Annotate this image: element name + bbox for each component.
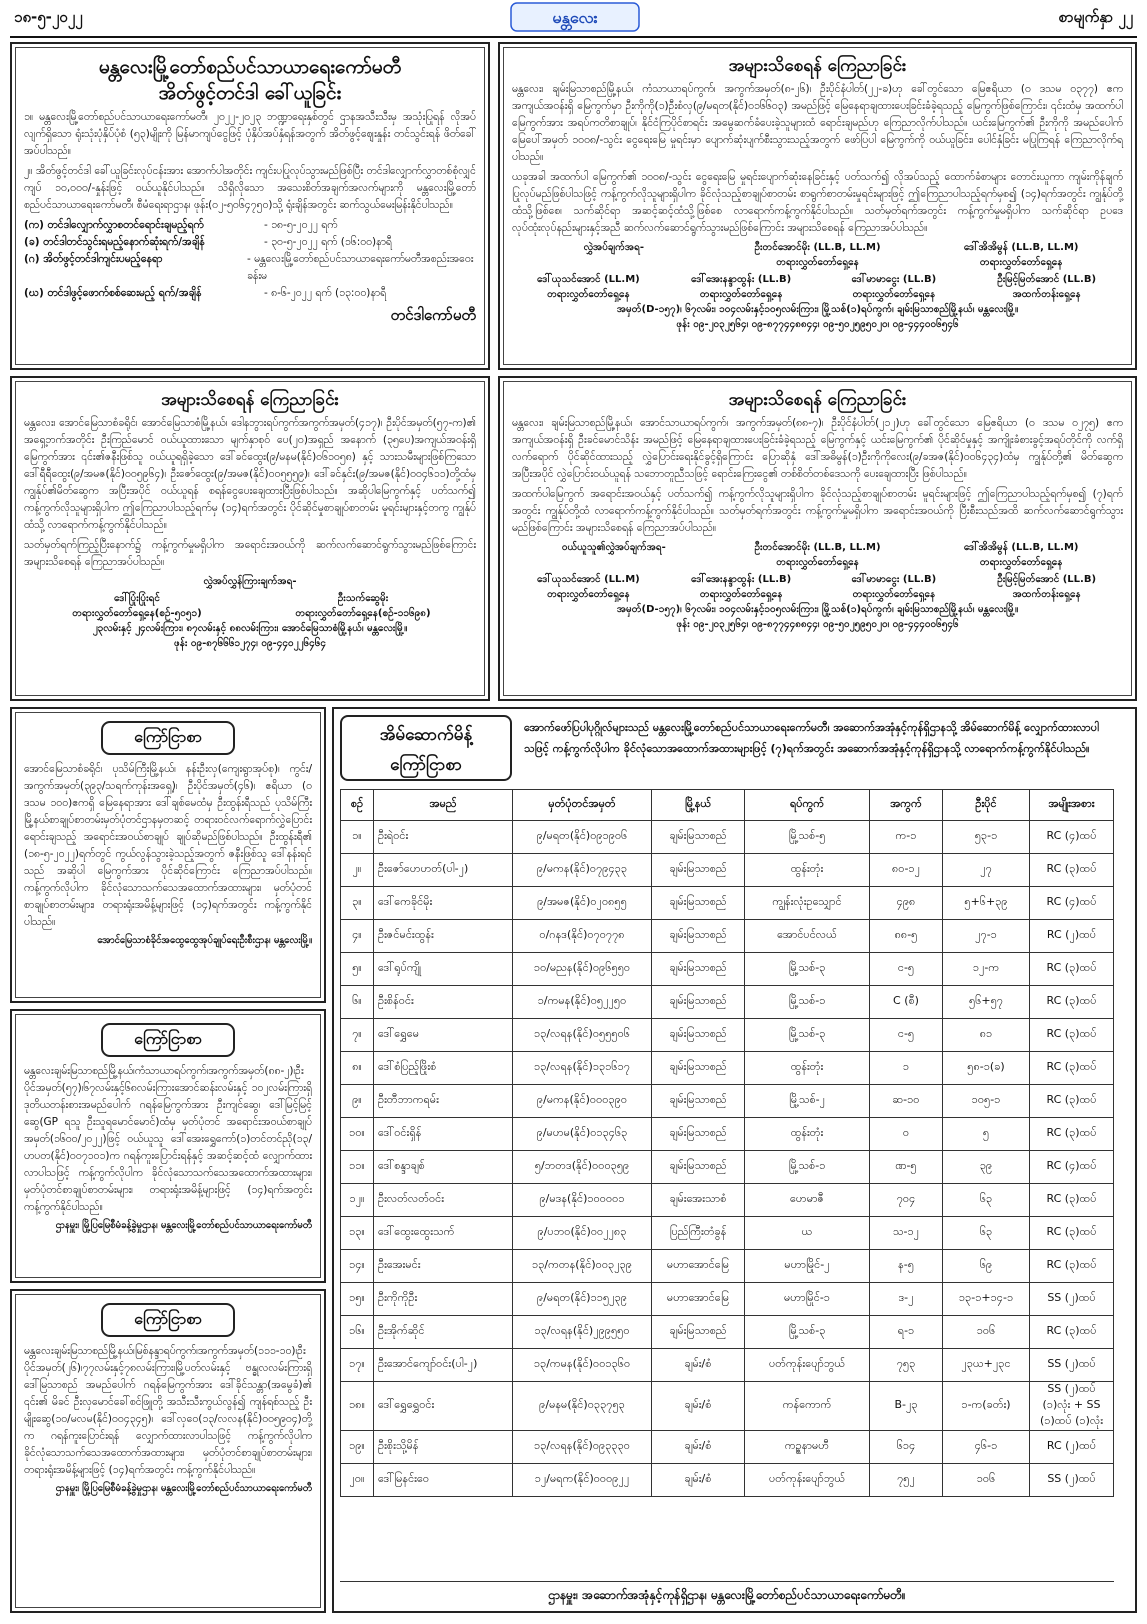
table-cell: ချမ်းမြသာစည်	[652, 920, 745, 953]
table-cell: ၂၀။	[341, 1464, 374, 1497]
table-cell: ထွန်းတုံး	[745, 1052, 870, 1085]
announcement-signature: ဌာနမှူး၊ မြို့ပြမြေစီမံခန့်ခွဲမှုဌာန၊ မန္တလေးမြို့တော်စည်ပင်သာယာရေးကော်မတီ	[55, 1220, 312, 1231]
issue-date: ၁၈-၅-၂၀၂၂	[14, 8, 83, 26]
tender-schedule-row: (ခ) တင်ဒါတင်သွင်းရမည့်နောက်ဆုံးရက်/အချိန် - ၃၀-၅-၂၀၂၂ ရက် (၁၆:၀၀)နာရီ	[24, 236, 392, 248]
table-cell: ၇၅၃	[870, 1349, 943, 1382]
table-cell: RC (၄)ထပ်	[1030, 821, 1114, 854]
table-row	[341, 920, 1114, 953]
table-cell: ၂၇	[943, 854, 1030, 887]
table-cell: ၅၆+၅၇	[943, 986, 1030, 1019]
announcement-3	[10, 1289, 326, 1613]
signatory-row: ဒေါ်ယုသင်အောင် (LL.M) တရားလွှတ်တော်ရှေ့နေ ဒေါ်အေးနန္ဒာထွန်း (LL.B) တရားလွှတ်တော်ရှေ့နေ ဒေါ်မာမာငွေး (LL.B) တရားလွှတ်တော်ရှေ့နေ ဦးမြင့်မြတ်အောင် (LL.B) အထက်တန်းရှေ့နေ	[537, 274, 1097, 300]
table-cell: ၁၃/ကတန(နိုင်)၀၀၃၂၃၉	[513, 1250, 652, 1283]
table-cell: ၄၉၈	[870, 887, 943, 920]
table-cell: ၄။	[341, 920, 374, 953]
table-row	[341, 1019, 1114, 1052]
table-row	[341, 1151, 1114, 1184]
table-cell: ၅	[943, 1118, 1030, 1151]
table-cell: ဒေါ်ရုပ်ကျို	[374, 953, 513, 986]
tender-schedule-row: (ဃ) တင်ဒါဖွင့်ဖောက်စစ်ဆေးမည့် ရက်/အချိန် - ၈-၆-၂၀၂၂ ရက် (၁၃:၀၀)နာရီ	[24, 287, 387, 299]
column-header: အမည်	[374, 790, 513, 821]
table-cell: ၅၃-၁	[943, 821, 1030, 854]
table-cell: မြို့သစ်-၃	[745, 1019, 870, 1052]
table-cell: RC (၂)ထပ်	[1030, 920, 1114, 953]
table-cell: ဏ-၅	[870, 1151, 943, 1184]
tender-schedule-row: (ဂ) အိတ်ဖွင့်တင်ဒါကျင်းပမည့်နေရာ - မန္တလေးမြို့တော်စည်ပင်သာယာရေးကော်မတီအစည်းအဝေးခန်းမ	[24, 253, 474, 282]
table-cell: င-၅	[870, 953, 943, 986]
table-cell: ၈၁	[943, 1019, 1030, 1052]
table-cell: မြို့သစ်-၅	[745, 821, 870, 854]
table-cell: ၈၀-၁၂	[870, 854, 943, 887]
table-row	[341, 1052, 1114, 1085]
table-cell: ၇၀၄	[870, 1184, 943, 1217]
table-cell: ချမ်းမြသာစည်	[652, 854, 745, 887]
table-cell: ၈။	[341, 1052, 374, 1085]
table-cell: မြို့သစ်-၃	[745, 953, 870, 986]
table-cell: ၁၉။	[341, 1431, 374, 1464]
table-cell: ဒေါ်ရွှေမေ	[374, 1019, 513, 1052]
table-cell: ၆၃	[943, 1217, 1030, 1250]
table-cell: ဆ-၁၀	[870, 1085, 943, 1118]
table-cell: ၁၈။	[341, 1382, 374, 1431]
table-cell: SS (၂)ထပ်	[1030, 1349, 1114, 1382]
table-cell: ချမ်းမြသာစည်	[652, 1085, 745, 1118]
table-cell: ချမ်းမြသာစည်	[652, 953, 745, 986]
signatory-row: ဝယ်ယူသူ၏လွှဲအပ်ချက်အရ- ဦးတင်အောင်မိုး (LL.B, LL.M) တရားလွှတ်တော်ရှေ့နေ ဒေါ်အိအိမွန် (LL.B, LL.M) တရားလွှတ်တော်ရှေ့နေ	[561, 542, 1079, 568]
table-row	[341, 854, 1114, 887]
table-cell: RC (၃)ထပ်	[1030, 1316, 1114, 1349]
table-cell: မဟာအောင်မြေ	[652, 1283, 745, 1316]
notice-title: အများသိစေရန် ကြေညာခြင်း	[728, 56, 907, 76]
table-cell: ဟေမာဇီ	[745, 1184, 870, 1217]
table-row	[341, 1217, 1114, 1250]
column-header: အကွက်	[870, 790, 943, 821]
building-permit-footer: ဌာနမှူး၊ အဆောက်အအုံနှင့်ကုန်ရှိဌာန၊ မန္တလေးမြို့တော်စည်ပင်သာယာရေးကော်မတီ။	[340, 1581, 1114, 1605]
table-cell: ၁၃/လရန(နိုင်)၂၉၉၅၅၀	[513, 1316, 652, 1349]
table-cell: ၀/ဂနဒ(နိုင်)၀၇၀၇၇၈	[513, 920, 652, 953]
table-cell: ၁၂-က	[943, 953, 1030, 986]
svg-text:မန္တလေး: မန္တလေး	[552, 8, 598, 27]
public-notice-3	[498, 376, 1137, 701]
announcement-signature: အောင်မြေသာစံခိုင်အထွေထွေအုပ်ချုပ်ရေးဦးစီးဌာန၊ မန္တလေးမြို့။	[97, 935, 312, 946]
table-cell: ၆၁၄	[870, 1431, 943, 1464]
notice-address: ၂၃လမ်းနှင့် ၂၄လမ်းကြား၊ ၈၇လမ်းနှင့် ၈၈လမ်းကြား၊ အောင်မြေသာစံမြို့နယ်၊ မန္တလေးမြို့။	[92, 623, 408, 634]
table-cell: ထွန်းတုံး	[745, 1118, 870, 1151]
table-cell: မြို့သစ်-၂	[745, 1085, 870, 1118]
header-rule	[10, 36, 1137, 38]
table-cell: ယ	[745, 1217, 870, 1250]
table-cell: SS (၂)ထပ်	[1030, 1283, 1114, 1316]
table-row	[341, 1118, 1114, 1151]
table-cell: ၉/မရတ(နိုင်)၀၉၁၉၀၆	[513, 821, 652, 854]
table-cell: RC (၃)ထပ်	[1030, 1019, 1114, 1052]
table-cell: ဦးအိုက်ဆိုင်	[374, 1316, 513, 1349]
signatory-row: ဒေါ်ယုသင်အောင် (LL.M) တရားလွှတ်တော်ရှေ့နေ ဒေါ်အေးနန္ဒာထွန်း (LL.B) တရားလွှတ်တော်ရှေ့နေ ဒေါ်မာမာငွေး (LL.B) တရားလွှတ်တော်ရှေ့နေ ဦးမြင့်မြတ်အောင် (LL.B) အထက်တန်းရှေ့နေ	[537, 574, 1097, 600]
signatory-heading: လွှဲအပ်လွှန်ကြားချက်အရ-	[203, 576, 297, 587]
table-cell: သ-၁၂	[870, 1217, 943, 1250]
signatory-row: ဒေါ်ပြုံးပြုံးရင် တရားလွှတ်တော်ရှေ့နေ(စဉ်-၅၀၅၁) ဦးသက်ဆွေမိုး တရားလွှတ်တော်ရှေ့နေ(စဉ်-၁၁၆၉၈)	[72, 593, 431, 619]
table-cell: မြို့သစ်-၁	[745, 986, 870, 1019]
table-cell: မဟာမြိုင်-၂	[745, 1250, 870, 1283]
table-cell: ၉/မကန(နိုင်)၀၇၉၄၃၃	[513, 854, 652, 887]
table-cell: ဒေါ်စံပြည့်ဖြိုးစံ	[374, 1052, 513, 1085]
table-cell: C (စီ)	[870, 986, 943, 1019]
table-cell: ချမ်းမြသာစည်	[652, 1019, 745, 1052]
table-row	[341, 821, 1114, 854]
column-header: အမျိုးအစား	[1030, 790, 1114, 821]
table-cell: ဒ-၂	[870, 1283, 943, 1316]
column-header: မြို့နယ်	[652, 790, 745, 821]
table-cell: ၃။	[341, 887, 374, 920]
announcement-body: အောင်မြေသာစံခရိုင်၊ ပုသိမ်ကြီးမြို့နယ်၊ နန်းဦးလှ(ကျေးရွာအုပ်စု)၊ ကွင်း/အကွက်အမှတ်(၃၉၃/သရက်ကုန်းအရှေ့)၊ ဦးပိုင်အမှတ်(၄၆)၊ ဧရိယာ (၀ ဒသမ ၁၀၀)ဧကရှိ မြေနေရာအား ဒေါ်ချစ်မေထံမှ ဦးထွန်းရီသည် ပုသိမ်ကြီးမြို့နယ်စာချုပ်စာတမ်းမှတ်ပုံတင်ဌာနမှတဆင့် တရားဝင်လက်ရောက်လွှဲပြောင်းရောင်းချသည့် အရောင်းအဝယ်စာချုပ် ချုပ်ဆိုမည်ဖြစ်ပါသည်။ ဦးထွန်းရီ၏ (၁၈-၅-၂၀၂၂)ရက်တွင် ကွယ်လွန်သွားခဲ့သည့်အတွက် ဇနီးဖြစ်သူ ဒေါ်နန်းရင်သည် အဆိုပါ မြေကွက်အား ပိုင်ဆိုင်ကြောင်း ကြေညာအပ်ပါသည်။ ကန့်ကွက်လိုပါက ခိုင်လုံသောသက်သေအထောက်အထားများ၊ မှတ်ပုံတင်စာချုပ်စာတမ်းများ၊ တရားရုံးအမိန့်များဖြင့် (၁၄)ရက်အတွင်း ကန့်ကွက်နိုင်ပါသည်။	[24, 763, 312, 928]
announcement-1	[10, 707, 326, 1003]
table-cell: ချမ်းအေးသာစံ	[652, 1184, 745, 1217]
table-cell: SS (၂)ထပ်	[1030, 1464, 1114, 1497]
table-cell: က-၁	[870, 821, 943, 854]
table-row	[341, 1184, 1114, 1217]
announcement-heading: ကြော်ငြာစာ	[101, 1303, 235, 1337]
table-cell: ၅+၆+၃၉	[943, 887, 1030, 920]
table-cell: ရ-၁	[870, 1316, 943, 1349]
table-cell: ၁၃/လရန(နိုင်)၁၃၁၆၁၇	[513, 1052, 652, 1085]
table-cell: ပြည်ကြီးတံခွန်	[652, 1217, 745, 1250]
table-cell: ဦးလတ်လတ်ဝင်း	[374, 1184, 513, 1217]
table-cell: ၃၉	[943, 1151, 1030, 1184]
column-header: မှတ်ပုံတင်အမှတ်	[513, 790, 652, 821]
table-cell: ချမ်း/စံ	[652, 1431, 745, 1464]
table-cell: ၅၈-၁(ခ)	[943, 1052, 1030, 1085]
table-cell: ၉/အမဇ(နိုင်)၀၂၀၈၅၅	[513, 887, 652, 920]
table-cell: ချမ်းမြသာစည်	[652, 1052, 745, 1085]
table-cell: ၁၀၆	[943, 1464, 1030, 1497]
building-permit-table	[340, 789, 1114, 1497]
notice-address: အမှတ်(D-၁၅၇)၊ ၆၇လမ်း၊ ၁၀၄လမ်းနှင့်၁၀၅လမ်းကြား၊ မြို့သစ်(၁)ရပ်ကွက်၊ ချမ်းမြသာစည်မြို့နယ်၊ မန္တလေးမြို့။	[616, 304, 1019, 315]
table-cell: RC (၄)ထပ်	[1030, 887, 1114, 920]
table-row	[341, 1382, 1114, 1431]
table-cell: ၁၁။	[341, 1151, 374, 1184]
tender-subtitle: အိတ်ဖွင့်တင်ဒါ ခေါ်ယူခြင်း	[158, 82, 342, 104]
table-row	[341, 1085, 1114, 1118]
notice-phone: ဖုန်း ၀၉-၂၀၃၂၅၆၄၊ ၀၉-၈၇၇၄၄၈၈၄၄၊ ၀၉-၅၀၂၅၉၅၀၂၀၊ ၀၉-၄၄၄၀၀၆၅၄၆	[676, 319, 959, 330]
public-notice-1	[498, 42, 1137, 370]
notice-phone: ဖုန်း ၀၉-၈၇၆၆၆၁၂၇၄၊ ၀၉-၄၄၀၂၂၆၄၆၄	[174, 638, 326, 649]
table-cell: ၉/မနမ(နိုင်)၀၃၃၇၅၃	[513, 1382, 652, 1431]
notice-address: အမှတ်(D-၁၅၇)၊ ၆၇လမ်း၊ ၁၀၄လမ်းနှင့်၁၀၅လမ်းကြား၊ မြို့သစ်(၁)ရပ်ကွက်၊ ချမ်းမြသာစည်မြို့နယ်၊ မန္တလေးမြို့။	[616, 604, 1019, 615]
table-cell: ချမ်းမြသာစည်	[652, 1118, 745, 1151]
page-header	[0, 0, 1147, 36]
tender-signature: တင်ဒါကော်မတီ	[390, 306, 476, 324]
table-cell: ၅/ဘတဒ(နိုင်)၀၀၀၃၅၉	[513, 1151, 652, 1184]
table-cell: ဦးဇင်မင်းထွန်း	[374, 920, 513, 953]
building-permit-heading: အိမ်ဆောက်မိန့် ကြော်ငြာစာ	[340, 715, 512, 781]
announcement-signature: ဌာနမှူး၊ မြို့ပြမြေစီမံခန့်ခွဲမှုဌာန၊ မန္တလေးမြို့တော်စည်ပင်သာယာရေးကော်မတီ	[55, 1483, 312, 1494]
table-cell: ၁၃/ကမန(နိုင်)၀၀၁၃၆၀	[513, 1349, 652, 1382]
table-row	[341, 1316, 1114, 1349]
table-cell: RC (၃)ထပ်	[1030, 1052, 1114, 1085]
table-cell: RC (၃)ထပ်	[1030, 854, 1114, 887]
notice-para-1: မန္တလေး၊ အောင်မြေသာစံခရိုင်၊ အောင်မြေသာစံမြို့နယ်၊ ဒေါနဘွားရပ်ကွက်အကွက်အမှတ်(၄၁၇)၊ ဦးပိုင်အမှတ်(၅၇-က)၏ အရှေ့ဘက်အတိုင်း ဦးကြည်မောင် ဝယ်ယူထားသော မျက်နှာစုဝ် ပေ(၂၀)အရှည် အနောက် (၃၅ပေ)အကျယ်အဝန်းရှိ မြေကွက်အား ၎င်း၏ဇနီးဖြစ်သူ ဝယ်ယူရရှိခဲ့သော ဒေါ်ခင်ထွေး(၉/မနမ(နိုင်)၀၆၁၀၅၈) နှင့် သားသမီးများဖြစ်ကြသော ဒေါ်ရီရီထွေး(၉/အမဇ(နိုင်)၀၀၅၉၆၄)၊ ဦးဇော်ထွေး(၉/အမဇ(နိုင်)၀၀၅၅၅၉)၊ ဒေါ်ခင်နှင်း(၉/အမဇ(နိုင်)၀၀၄၆၁၁)တို့ထံမှ ကျွန်ုပ်၏မိတ်ဆွေက အပြီးအပိုင် ဝယ်ယူရန် စရန်ငွေပေးချေထားပြီးဖြစ်ပါသည်။ အဆိုပါမြေကွက်နှင့် ပတ်သက်၍ ကန့်ကွက်လိုသူများရှိပါက ဤကြေညာပါသည့်ရက်မှ (၁၄)ရက်အတွင်း ပိုင်ဆိုင်မှုစာချုပ်စာတမ်း မူရင်းများနှင့်တကွ ကျွန်ုပ်ထံသို့ လာရောက်ကန့်ကွက်နိုင်ပါသည်။	[24, 417, 476, 531]
table-cell: ဒေါ်ထွေးထွေးသက်	[374, 1217, 513, 1250]
table-cell: ၁၀၆	[943, 1316, 1030, 1349]
signatory-row: လွှဲအပ်ချက်အရ- ဦးတင်အောင်မိုး (LL.B, LL.M) တရားလွှတ်တော်ရှေ့နေ ဒေါ်အိအိမွန် (LL.B, LL.M) တရားလွှတ်တော်ရှေ့နေ	[583, 242, 1079, 268]
table-cell: ၁၃/လရန(နိုင်)၀၉၃၃၃၀	[513, 1431, 652, 1464]
table-cell: ၉/ပဘဝ(နိုင်)၀၀၂၂၈၃	[513, 1217, 652, 1250]
table-cell: ၀	[870, 1118, 943, 1151]
column-header: ဦးပိုင်	[943, 790, 1030, 821]
table-cell: ၅။	[341, 953, 374, 986]
table-cell: RC (၃)ထပ်	[1030, 953, 1114, 986]
table-cell: ၉/မဟမ(နိုင်)၀၁၃၄၆၃	[513, 1118, 652, 1151]
table-cell: ချမ်းမြသာစည်	[652, 1151, 745, 1184]
table-cell: ပတ်ကုန်းပျော်ဘွယ်	[745, 1464, 870, 1497]
table-cell: RC (၄)ထပ်	[1030, 1151, 1114, 1184]
notice-para-2: သတ်မှတ်ရက်ကြည့်ပြီးနောက်၌ ကန့်ကွက်မှုမရှိပါက အရောင်းအဝယ်ကို ဆက်လက်ဆောင်ရွက်သွားမည်ဖြစ်ကြောင်း အများသိစေရန် ကြေညာအပ်ပါသည်။	[24, 539, 476, 568]
table-cell: RC (၃)ထပ်	[1030, 986, 1114, 1019]
table-cell: ချမ်း/စံ	[652, 1382, 745, 1431]
table-cell: ၁။	[341, 821, 374, 854]
announcement-body: မန္တလေးချမ်းမြသာစည်မြို့နယ်၊မြစ်နန္ဒာရပ်ကွက်၊အကွက်အမှတ်(၁၁၁-၁၀)၊ဦးပိုင်အမှတ်(၂၆)၊၇၇လမ်းနှင့်၇၈လမ်းကြား၊မြို့ပတ်လမ်းနှင့် ဗန္ဓုလလမ်းကြားရှိ ဒေါ်မြသာစည် အမည်ပေါက် ဂရန်မြေကွက်အား ဒေါ်ခိုင်သန္တာ(အမွေခံ)၏ ၎င်း၏ မိခင် ဦးလှမောင်ခေါ်စင်ဖြူတို့ အသီးသီးကွယ်လွန်၍ ကျန်ရစ်သည့် ဦးမျိုးဆွေ(၁၀/မလမ(နိုင်)၀၀၄၃၄၅)၊ ဒေါ်လှဝေ(၁၃/လလန(နိုင်)၀၀၅၉၀၄)တို့က ဂရန်ကူးပြောင်းရန် လျှောက်ထားလာပါသဖြင့် ကန့်ကွက်လိုပါက ခိုင်လုံသောသက်သေအထောက်အထားများ၊ မှတ်ပုံတင်စာချုပ်စာတမ်းများ၊ တရားရုံးအမိန့်များဖြင့် (၁၄)ရက်အတွင်း ကန့်ကွက်နိုင်ပါသည်။	[24, 1345, 312, 1476]
table-cell: အောင်ပင်လယ်	[745, 920, 870, 953]
table-cell: ထွန်းတုံး	[745, 854, 870, 887]
table-cell: RC (၃)ထပ်	[1030, 1217, 1114, 1250]
table-cell: ၆။	[341, 986, 374, 1019]
column-header: ရပ်ကွက်	[745, 790, 870, 821]
tender-notice	[10, 42, 490, 370]
table-cell: ၁၅။	[341, 1283, 374, 1316]
table-cell: ပတ်ကုန်းပျော်ဘွယ်	[745, 1349, 870, 1382]
table-row	[341, 1431, 1114, 1464]
table-row	[341, 1283, 1114, 1316]
table-cell: ၁	[870, 1052, 943, 1085]
table-cell: ၁၇။	[341, 1349, 374, 1382]
announcement-body: မန္တလေးချမ်းမြသာစည်မြို့နယ်၊ကံသာယာရပ်ကွက်၊အကွက်အမှတ်(၈၈-၂)၊ဦးပိုင်အမှတ်(၅၇)၊၆၇လမ်းနှင့်၆၈လမ်းကြားအောင်ဆန်းလမ်းနှင့် ၁၀၂လမ်းကြားရှိ ဒုတိယတန်းစားအမည်ပေါက် ဂရန်မြေကွက်အား ဦးကျင်ဆွေ၊ ဒေါ်မြင့်မြင့်ဆွေ(GP ရသူ ဦးသူရမောင်မောင်)ထံမှ မှတ်ပုံတင် အရောင်းအဝယ်စာချုပ်အမှတ်(၁၆၀၀/၂၀၂၂)ဖြင့် ဝယ်ယူသူ ဒေါ်အေးရွှေကော်(၁)တင်တင်ညို(၁၃/ဟပတ(နိုင်)၀၀၇၁၀၁)က ဂရန်ကူးပြောင်းရန်နှင့် အဆင့်ဆင့်ထံ လျှောက်ထားလာပါသဖြင့် ကန့်ကွက်လိုပါက ခိုင်လုံသောသက်သေအထောက်အထားများ၊ မှတ်ပုံတင်စာချုပ်စာတမ်းများ၊ တရားရုံးအမိန့်များဖြင့် (၁၄)ရက်အတွင်း ကန့်ကွက်နိုင်ပါသည်။	[24, 1065, 312, 1213]
table-cell: RC (၃)ထပ်	[1030, 1184, 1114, 1217]
table-cell: ချမ်း/စံ	[652, 1349, 745, 1382]
table-cell: ၂။	[341, 854, 374, 887]
table-cell: င-၅	[870, 1019, 943, 1052]
announcement-heading: ကြော်ငြာစာ	[101, 1023, 235, 1057]
table-cell: ဒေါ်စန္ဒာချစ်	[374, 1151, 513, 1184]
table-cell: ဒေါ်မြနင်းဝေ	[374, 1464, 513, 1497]
table-cell: ၁၃/လရန(နိုင်)၀၅၅၅၀၆	[513, 1019, 652, 1052]
table-cell: ဦးအောင်ကျော်ဝင်း(ပါ-၂)	[374, 1349, 513, 1382]
table-row	[341, 887, 1114, 920]
table-cell: န-၅	[870, 1250, 943, 1283]
table-cell: ၁၀၅-၁	[943, 1085, 1030, 1118]
table-cell: RC (၃)ထပ်	[1030, 1250, 1114, 1283]
table-cell: ၁/ကမန(နိုင်)၀၅၂၂၅၀	[513, 986, 652, 1019]
table-cell: ၄၆-၁	[943, 1431, 1030, 1464]
table-cell: ချမ်းမြသာစည်	[652, 821, 745, 854]
table-cell: ချမ်းမြသာစည်	[652, 1316, 745, 1349]
notice-para-2: ယခုအခါ အထက်ပါ မြေကွက်၏ ၁၀၀၈/-သွင်း ငွေရေးမြေ မှုရင်းပျောက်ဆုံးနေခြင်းနှင့် ပတ်သက်၍ လိုအပ်သည့် ထောက်ခံစာများ တောင်းယူကာ ကျမ်းကိုန်ချက် ပြုလုပ်မည်ဖြစ်ပါသဖြင့် ကန့်ကွက်လိုသူများရှိပါက ခိုင်လုံသည့်စာချုပ်စာတမ်း စာရွက်စာတမ်းမှုရင်းများဖြင့် ဤကြေညာပါသည့်ရက်မှစ၍ (၁၄)ရက်အတွင်း ကျွန်ုပ်တို့ထံသို့ဖြစ်စေ၊ သက်ဆိုင်ရာ အဆင့်ဆင့်ထံသို့ဖြစ်စေ လာရောက်ကန့်ကွက်နိုင်ပါသည်။ သတ်မှတ်ရက်အတွင်း ကန့်ကွက်မှုမရှိပါက သက်ဆိုင်ရာ ဥပဒေလုပ်ထုံးလုပ်နည်းများနှင့်အညီ ဆက်လက်ဆောင်ရွက်သွားမည်ဖြစ်ကြောင်း အများသိစေရန် ကြေညာအပ်ပါသည်။	[512, 171, 1123, 234]
page-number: စာမျက်နှာ ၂၂	[1058, 8, 1133, 26]
table-row	[341, 986, 1114, 1019]
table-cell: မြို့သစ်-၃	[745, 1316, 870, 1349]
announcement-heading: ကြော်ငြာစာ	[101, 721, 235, 755]
table-cell: ဦးအေးမင်း	[374, 1250, 513, 1283]
table-cell: ကဥ္စနာမဟီ	[745, 1431, 870, 1464]
tender-para-2: ၂။ အိတ်ဖွင့်တင်ဒါ ခေါ်ယူခြင်းလုပ်ငန်းအား အောက်ပါအတိုင်း ကျင်းပပြုလုပ်သွားမည်ဖြစ်ပြီး တင်ဒါလျှောက်လွှာတစ်စုံလျှင် ကျပ် ၁၀,၀၀၀/-နှုန်းဖြင့် ဝယ်ယူနိုင်ပါသည်။ သိရှိလိုသော အသေးစိတ်အချက်အလက်များကို မန္တလေးမြို့တော်စည်ပင်သာယာရေးကော်မတီ၊ စီမံရေးရာဌာန၊ ဖုန်း(၀၂-၅၀၆၄၇၅၀)သို့ ရုံးချိန်အတွင်း ဆက်သွယ်မေးမြန်းနိုင်ပါသည်။	[24, 165, 476, 211]
table-cell: ၈၈-၅	[870, 920, 943, 953]
building-permit-intro: အောက်ဖော်ပြပါပုဂ္ဂိုလ်များသည် မန္တလေးမြို့တော်စည်ပင်သာယာရေးကော်မတီ၊ အဆောက်အအုံနှင့်ကုန်ရှိဌာနသို့ အိမ်ဆောက်မိန့် လျှောက်ထားလာပါသဖြင့် ကန့်ကွက်လိုပါက ခိုင်လုံသောအထောက်အထားများဖြင့် (၇)ရက်အတွင်း အဆောက်အအုံနှင့်ကုန်ရှိဌာနသို့ လာရောက်ကန့်ကွက်နိုင်ပါသည်။	[524, 721, 1099, 755]
table-cell: ၆၉	[943, 1250, 1030, 1283]
tender-para-1: ၁။ မန္တလေးမြို့တော်စည်ပင်သာယာရေးကော်မတီ၊ ၂၀၂၂-၂၀၂၃ ဘဏ္ဍာရေးနှစ်တွင် ဌာနအသီးသီးမှ အသုံးပြုရန် လိုအပ်လျက်ရှိသော ရုံးသုံးပုံနှိပ်ပုံစံ (၅၃)မျိုးကို မြန်မာကျပ်ငွေဖြင့် ပုံနှိပ်အပ်နှံရန်အတွက် အိတ်ဖွင့်ဈေးနှုန်း တင်သွင်းရန် ဖိတ်ခေါ်အပ်ပါသည်။	[24, 111, 476, 157]
notice-title: အများသိစေရန် ကြေညာခြင်း	[161, 390, 339, 410]
table-cell: ဒေါ်ဝင်းရှိန်	[374, 1118, 513, 1151]
table-cell: RC (၃)ထပ်	[1030, 1085, 1114, 1118]
table-row	[341, 1349, 1114, 1382]
table-cell: ၁၀။	[341, 1118, 374, 1151]
table-cell: ၇၅၂	[870, 1464, 943, 1497]
table-cell: ဦးစိန်ဝင်း	[374, 986, 513, 1019]
table-cell: ၉/မကန(နိုင်)၀၀၀၃၉၀	[513, 1085, 652, 1118]
table-cell: မြို့သစ်-၁	[745, 1151, 870, 1184]
table-cell: ၁၂/မရက(နိုင်)၀၀၀၉၂၂	[513, 1464, 652, 1497]
table-cell: ၇။	[341, 1019, 374, 1052]
table-cell: ၁၀/မညန(နိုင်)၀၉၆၅၅၀	[513, 953, 652, 986]
table-header-row	[341, 790, 1114, 821]
table-cell: ဦးဇော်ဟေဟတ်(ပါ-၂)	[374, 854, 513, 887]
table-cell: ချမ်း/စံ	[652, 1464, 745, 1497]
table-cell: မဟာမြိုင်-၁	[745, 1283, 870, 1316]
table-cell: ၁၃-၁+၁၄-၁	[943, 1283, 1030, 1316]
table-cell: ၁-က(ခတ်း)	[943, 1382, 1030, 1431]
tender-schedule-row: (က) တင်ဒါလျှောက်လွှာစတင်ရောင်းချမည့်ရက် - ၁၈-၅-၂၀၂၂ ရက်	[24, 219, 338, 231]
table-cell: ဒေါ်ရွှေရွှေဝင်း	[374, 1382, 513, 1431]
table-cell: ၉/မဒန(နိုင်)၁၀၀၀၀၁	[513, 1184, 652, 1217]
table-cell: ချမ်းမြသာစည်	[652, 887, 745, 920]
newspaper-logo	[510, 2, 640, 32]
table-row	[341, 1464, 1114, 1497]
table-cell: မဟာအောင်မြေ	[652, 1250, 745, 1283]
table-cell: ဦးစိုးသို့မိန်	[374, 1431, 513, 1464]
building-permit-notice	[332, 707, 1137, 1613]
table-cell: ၆၃	[943, 1184, 1030, 1217]
table-cell: ၉။	[341, 1085, 374, 1118]
table-cell: RC (၃)ထပ်	[1030, 1118, 1114, 1151]
public-notice-2	[10, 376, 490, 701]
table-cell: ချမ်းမြသာစည်	[652, 986, 745, 1019]
table-row	[341, 953, 1114, 986]
notice-phone: ဖုန်း ၀၉-၂၀၃၂၅၆၄၊ ၀၉-၈၇၇၄၄၈၈၄၄၊ ၀၉-၅၀၂၅၉၅၀၂၀၊ ၀၉-၄၄၄၀၀၆၅၄၆	[676, 619, 959, 630]
table-cell: ကျွန်းလုံးဥသျှောင်	[745, 887, 870, 920]
notice-para-1: မန္တလေး၊ ချမ်းမြသာစည်မြို့နယ်၊ ကံသာယာရပ်ကွက်၊ အကွက်အမှတ်(၈-၂၆)၊ ဦးပိုင်နံပါတ်(၂၂-ခ)ဟု ခေါ်တွင်သော မြေဧရိယာ (၀ ဒသမ ၀၃၇၇) ဧက အကျယ်အဝန်းရှိ မြေကွက်မှာ ဦးကိုကို(၁)ဦးစံလှ(၉/မရတ(နိုင်)၀၁၆၆၀၃) အမည်ဖြင့် မြေနေရာချထားပေးခြင်းခံခဲ့ရသည့် မြေကွက်ဖြစ်ကြောင်း၊ ၎င်းထံမှ အထက်ပါ မြေကွက်အား အရပ်ကတိစာချုပ်၊ နိုင်ငံကြပိုင်စာရင်း အမွေဆက်ခံပေးခဲ့သူများထံ ရောင်းချမည်ဟု ကြေညာလိုက်ပါသည်။ ယင်းမြေကွက်၏ ဦးကိုကို အမည်ပေါက် မြေပေါ်အမှတ် ၁၀၀၈/-သွင်း ငွေရေးမြေ မှုရင်းမှာ ပျောက်ဆုံးပျက်စီးသွားသည့်အတွက် ဖော်ပြပါ မြေကွက်ကို ဝယ်ယူခြင်း၊ ပေါင်နှံခြင်း မပြုကြရန် ကြေညာလိုက်ရပါသည်။	[512, 83, 1123, 163]
tender-title: မန္တလေးမြို့တော်စည်ပင်သာယာရေးကော်မတီ	[98, 56, 402, 78]
table-cell: ၁၄။	[341, 1250, 374, 1283]
announcement-2	[10, 1009, 326, 1283]
table-cell: ၁၂။	[341, 1184, 374, 1217]
table-cell: ၁၃။	[341, 1217, 374, 1250]
table-cell: RC (၂)ထပ်	[1030, 1431, 1114, 1464]
table-cell: ကန်ကောက်	[745, 1382, 870, 1431]
column-header: စဉ်	[341, 790, 374, 821]
notice-title: အများသိစေရန် ကြေညာခြင်း	[728, 390, 907, 410]
table-cell: B-၂၃	[870, 1382, 943, 1431]
table-cell: ဒေါ်ကေခိုင်မိုး	[374, 887, 513, 920]
table-cell: ၉/မရတ(နိုင်)၁၁၅၂၃၉	[513, 1283, 652, 1316]
table-cell: ၂၃ယ+၂၃င	[943, 1349, 1030, 1382]
table-cell: ၂၇-၁	[943, 920, 1030, 953]
notice-para-2: အထက်ပါမြေကွက် အရောင်းအဝယ်နှင့် ပတ်သက်၍ ကန့်ကွက်လိုသူများရှိပါက ခိုင်လုံသည့်စာချုပ်စာတမ်း မူရင်းများဖြင့် ဤကြေညာပါသည့်ရက်မှစ၍ (၇)ရက်အတွင်း ကျွန်ုပ်တို့ထံ လာရောက်ကန့်ကွက်နိုင်ပါသည်။ သတ်မှတ်ရက်အတွင်း ကန့်ကွက်မှုမရှိပါက အရောင်းအဝယ်ကို ပြီးစီးသည်အထိ ဆက်လက်ဆောင်ရွက်သွားမည်ဖြစ်ကြောင်း အများသိစေရန် ကြေညာအပ်ပါသည်။	[512, 488, 1123, 534]
table-cell: ဦးရဲဝင်း	[374, 821, 513, 854]
table-row	[341, 1250, 1114, 1283]
table-cell: ဦးတီဘာကရမ်း	[374, 1085, 513, 1118]
table-cell: ဦးကိုကိုဦး	[374, 1283, 513, 1316]
table-cell: SS (၂)ထပ် (၁)လုံး + SS (၁)ထပ် (၁)လုံး	[1030, 1382, 1114, 1431]
notice-para-1: မန္တလေး၊ ချမ်းမြသာစည်မြို့နယ်၊ အောင်သာယာရပ်ကွက်၊ အကွက်အမှတ်(၈၈-၇)၊ ဦးပိုင်နံပါတ်(၂၁၂)ဟု ခေါ်တွင်သော မြေဧရိယာ (၀ ဒသမ ၀၂၇၅) ဧက အကျယ်အဝန်းရှိ ဦးခင်မောင်သိန်း အမည်ဖြင့် မြေနေရာချထားပေးခြင်းခံခဲ့ရသည့် မြေကွက်နှင့် ယင်းမြေကွက်၏ ပိုင်ဆိုင်မှုနှင့် အကျိုးခံစားခွင့်အရပ်တိုင်ကို လက်ရှိလက်ရောက် ပိုင်ဆိုင်ထားသည့် လွှဲပြောင်းရေးနိုင်ခွင့်ရှိကြောင်း ပြောဆိုနှံ ဒေါ်အဓိမွန်(၁)ဦးကိုကိုလေး(၉/ခအဇ(နိုင်)၀၀၆၄၃၄)ထံမှ ကျွန်ုပ်တို့၏ မိတ်ဆွေက အပြီးအပိုင် လွှဲပြောင်းဝယ်ယူရန် သဘောတူညီသဖြင့် ရောင်းကြေးငွေ၏ တစ်စိတ်တစ်ဒေသကို ပေးချေထားပြီး ဖြစ်ပါသည်။	[512, 417, 1123, 480]
table-cell: ၁၆။	[341, 1316, 374, 1349]
